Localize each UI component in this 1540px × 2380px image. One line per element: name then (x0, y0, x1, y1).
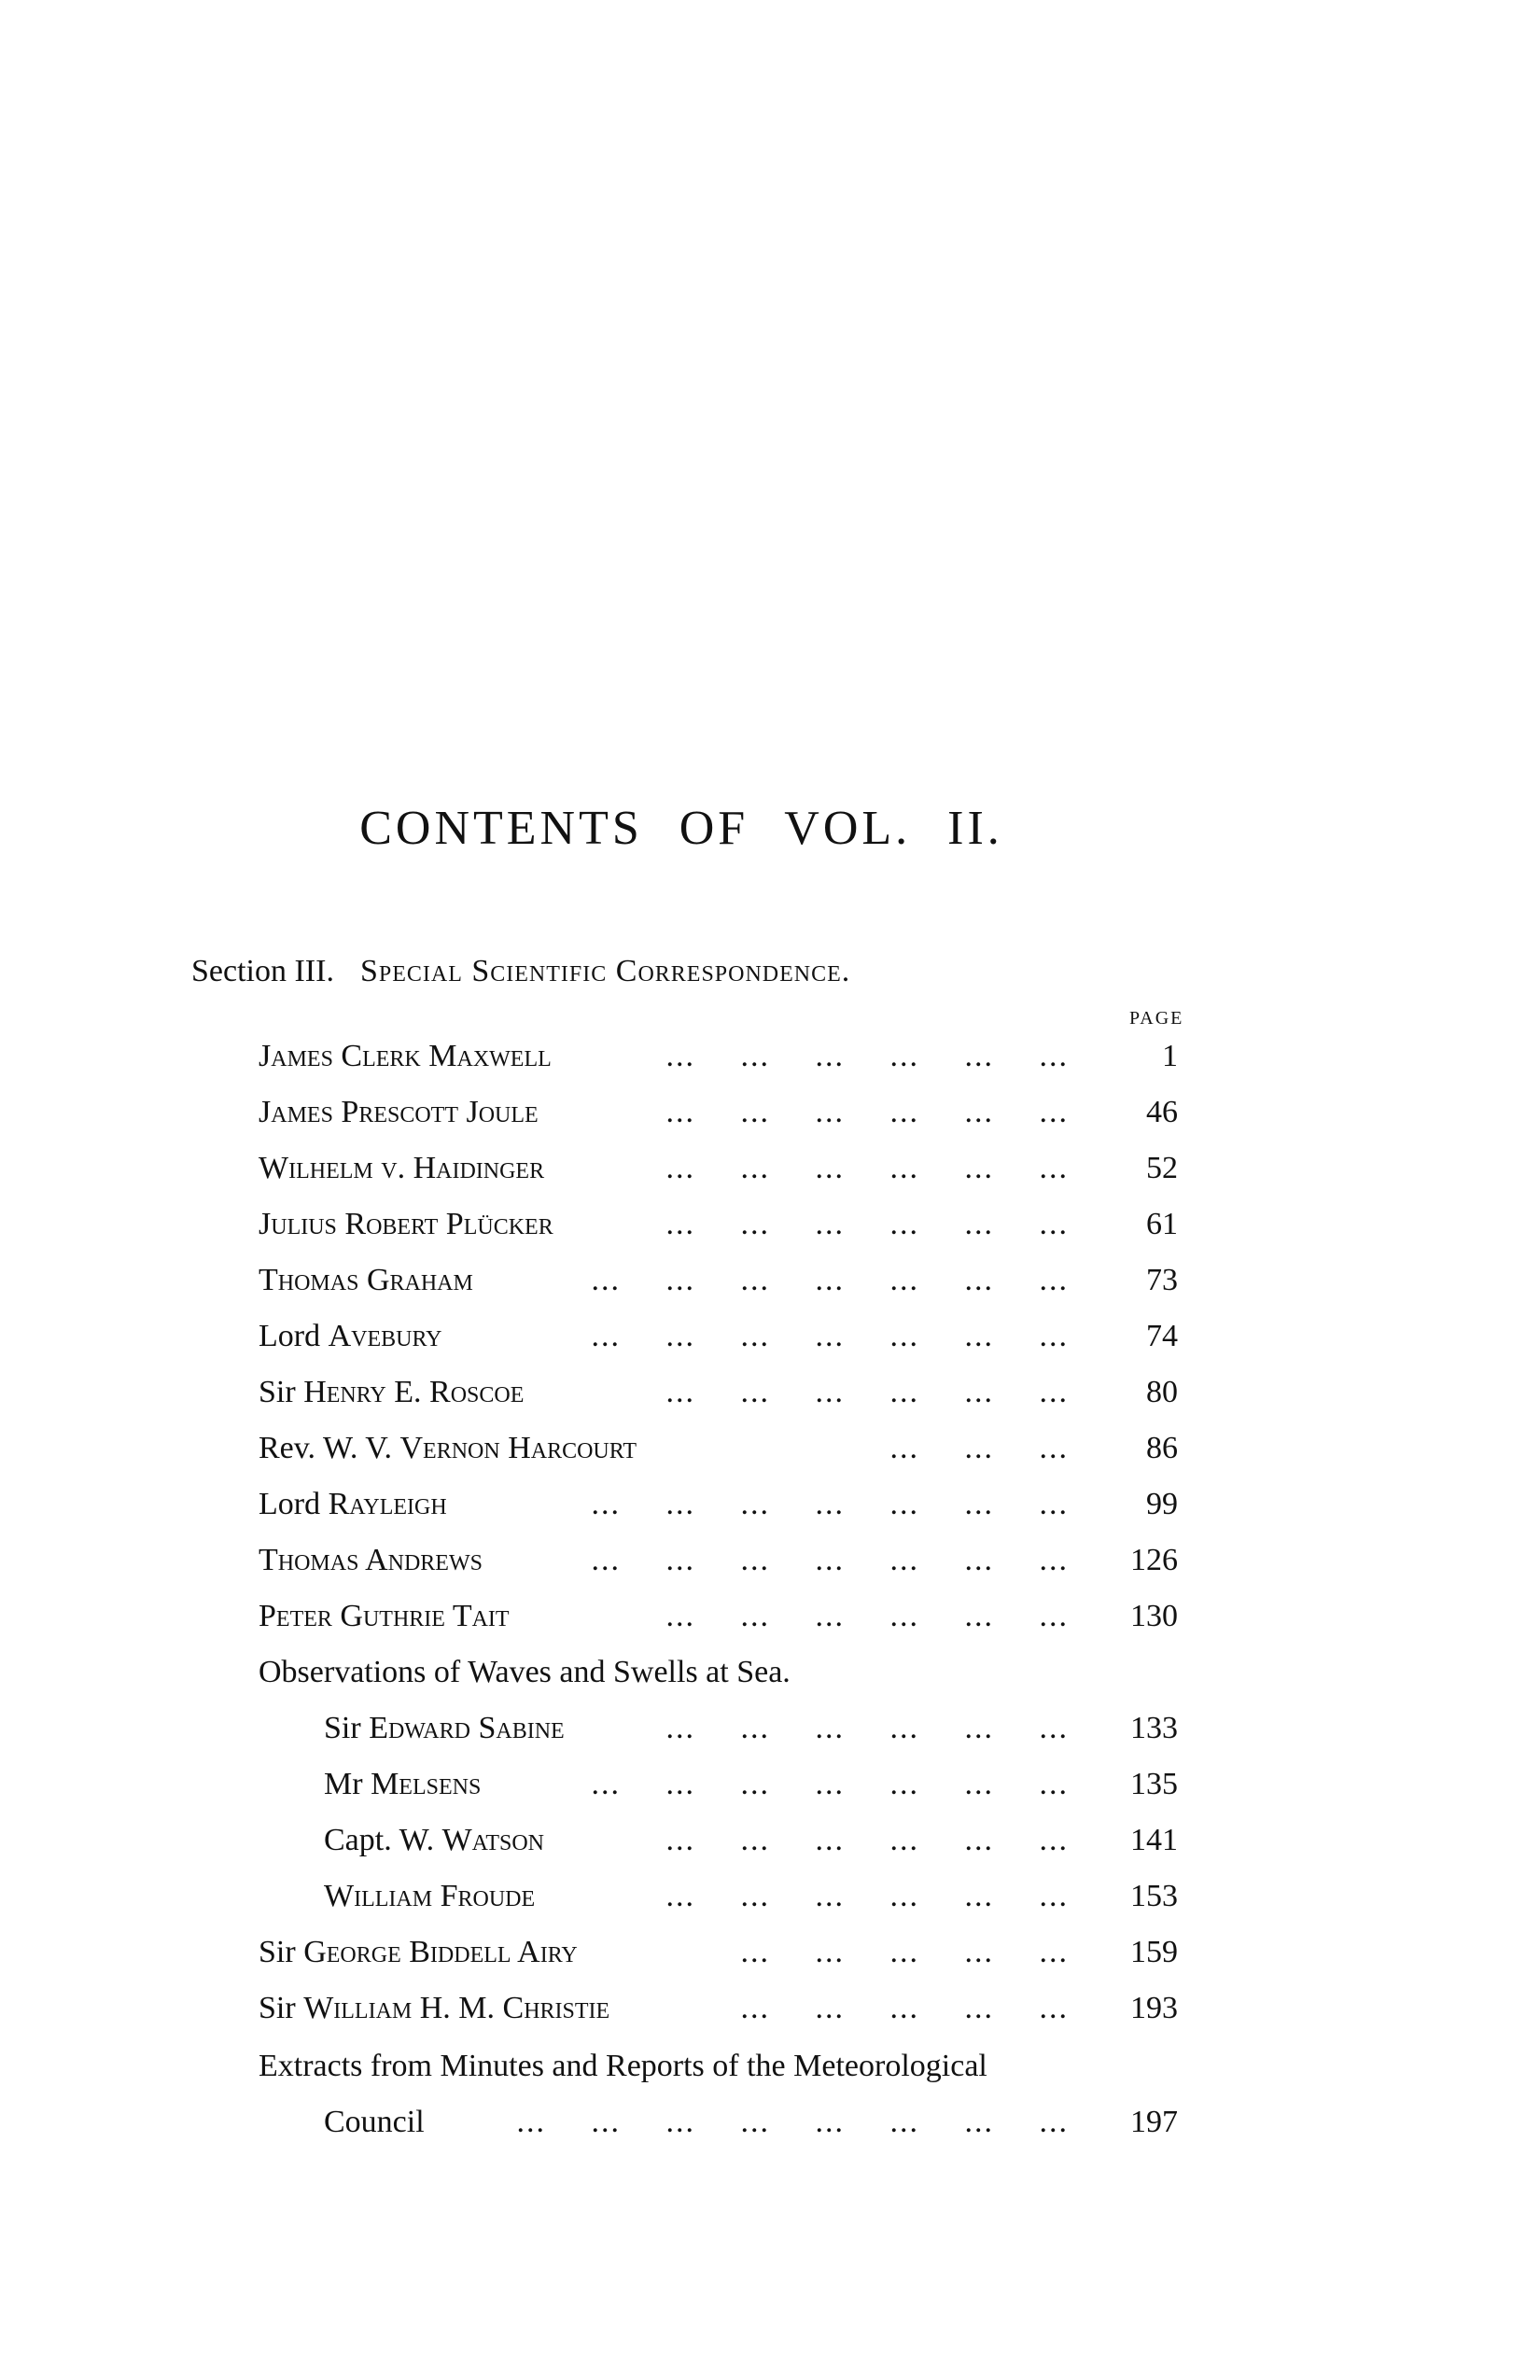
toc-entry (0, 1981, 1540, 2037)
entry-text: Extracts from Minutes and Reports of the Meteorological (259, 2049, 987, 2083)
leader-dots: ... ... ... ... ... (740, 1935, 1069, 1969)
entry-name: Melsens (371, 1767, 482, 1801)
toc-entry (0, 2094, 1540, 2150)
toc-entry (0, 1141, 1540, 1197)
toc-entry (0, 1421, 1540, 1477)
entry-page: 99 (1146, 1487, 1178, 1521)
entry-page: 80 (1146, 1375, 1178, 1409)
entry-page: 153 (1130, 1879, 1178, 1913)
toc-entry-extracts-heading (0, 2038, 1540, 2094)
entry-name: Edward Sabine (369, 1711, 565, 1745)
entry-prefix: Capt. W. (324, 1823, 442, 1857)
leader-dots: ... ... ... ... ... ... ... (591, 1767, 1069, 1801)
entry-prefix: Sir (259, 1935, 304, 1969)
entry-page: 197 (1130, 2105, 1178, 2139)
toc-entry (0, 1309, 1540, 1365)
entry-page: 193 (1130, 1991, 1178, 2025)
toc-entry (0, 1869, 1540, 1925)
entry-name: Peter Guthrie Tait (259, 1599, 510, 1633)
toc-entry (0, 1029, 1540, 1085)
entry-page: 126 (1130, 1543, 1178, 1577)
entry-prefix: Rev. W. V. (259, 1431, 400, 1465)
entry-prefix: Mr (324, 1767, 371, 1801)
leader-dots: ... ... ... ... ... ... (665, 1207, 1069, 1241)
entry-name: Avebury (328, 1319, 442, 1353)
subsection-title: Observations of Waves and Swells at Sea. (259, 1655, 791, 1689)
leader-dots: ... ... ... ... ... ... (665, 1151, 1069, 1185)
entry-page: 130 (1130, 1599, 1178, 1633)
entry-page: 61 (1146, 1207, 1178, 1241)
entry-page: 52 (1146, 1151, 1178, 1185)
entry-page: 159 (1130, 1935, 1178, 1969)
leader-dots: ... ... ... ... ... ... ... (591, 1543, 1069, 1577)
entry-prefix: Lord (259, 1319, 329, 1353)
leader-dots: ... ... ... ... ... ... (665, 1375, 1069, 1409)
section-label: Section III. (191, 954, 334, 988)
entry-name: William H. M. Christie (303, 1991, 610, 2025)
entry-name: James Clerk Maxwell (259, 1039, 552, 1073)
entry-prefix: Sir (259, 1991, 304, 2025)
entry-name: Vernon Harcourt (399, 1431, 637, 1465)
entry-name: Rayleigh (328, 1487, 447, 1521)
leader-dots: ... ... ... (889, 1431, 1069, 1465)
entry-name: Wilhelm v. Haidinger (259, 1151, 545, 1185)
toc-entry (0, 1085, 1540, 1141)
leader-dots: ... ... ... ... ... ... (665, 1599, 1069, 1633)
toc-entry (0, 1701, 1540, 1757)
entry-name: Julius Robert Plücker (259, 1207, 553, 1241)
section-heading (191, 954, 850, 989)
toc-entry (0, 1925, 1540, 1981)
toc-entry (0, 1477, 1540, 1533)
leader-dots: ... ... ... ... ... ... ... (591, 1487, 1069, 1521)
leader-dots: ... ... ... ... ... ... ... (591, 1319, 1069, 1353)
leader-dots: ... ... ... ... ... ... ... (591, 1263, 1069, 1297)
toc-entry (0, 1365, 1540, 1421)
leader-dots: ... ... ... ... ... (740, 1991, 1069, 2025)
entry-page: 133 (1130, 1711, 1178, 1745)
leader-dots: ... ... ... ... ... ... (665, 1711, 1069, 1745)
entry-prefix: Sir (259, 1375, 304, 1409)
leader-dots: ... ... ... ... ... ... (665, 1039, 1069, 1073)
entry-name: Thomas Graham (259, 1263, 473, 1297)
entry-name: William Froude (324, 1879, 536, 1913)
leader-dots: ... ... ... ... ... ... (665, 1095, 1069, 1129)
entry-page: 1 (1162, 1039, 1178, 1073)
entry-name: Henry E. Roscoe (303, 1375, 525, 1409)
entry-name: James Prescott Joule (259, 1095, 539, 1129)
leader-dots: ... ... ... ... ... ... ... ... (516, 2105, 1069, 2139)
page-column-header: PAGE (1129, 1008, 1184, 1029)
entry-page: 46 (1146, 1095, 1178, 1129)
entry-prefix: Sir (324, 1711, 370, 1745)
entry-page: 86 (1146, 1431, 1178, 1465)
toc-subsection-heading (0, 1645, 1540, 1701)
leader-dots: ... ... ... ... ... ... (665, 1823, 1069, 1857)
entry-page: 141 (1130, 1823, 1178, 1857)
entry-name: Thomas Andrews (259, 1543, 483, 1577)
entry-prefix: Lord (259, 1487, 329, 1521)
toc-entry (0, 1253, 1540, 1309)
leader-dots: ... ... ... ... ... ... (665, 1879, 1069, 1913)
toc-entry (0, 1197, 1540, 1253)
entry-text: Council (324, 2105, 425, 2139)
entry-page: 73 (1146, 1263, 1178, 1297)
entry-page: 74 (1146, 1319, 1178, 1353)
entry-page: 135 (1130, 1767, 1178, 1801)
section-title: Special Scientific Correspondence. (359, 954, 851, 988)
entry-name: George Biddell Airy (303, 1935, 578, 1969)
toc-entry (0, 1533, 1540, 1589)
entry-name: Watson (441, 1823, 545, 1857)
toc-entry (0, 1757, 1540, 1813)
page-title: CONTENTS OF VOL. II. (359, 802, 1003, 855)
toc-entry (0, 1589, 1540, 1645)
toc-entry (0, 1813, 1540, 1869)
